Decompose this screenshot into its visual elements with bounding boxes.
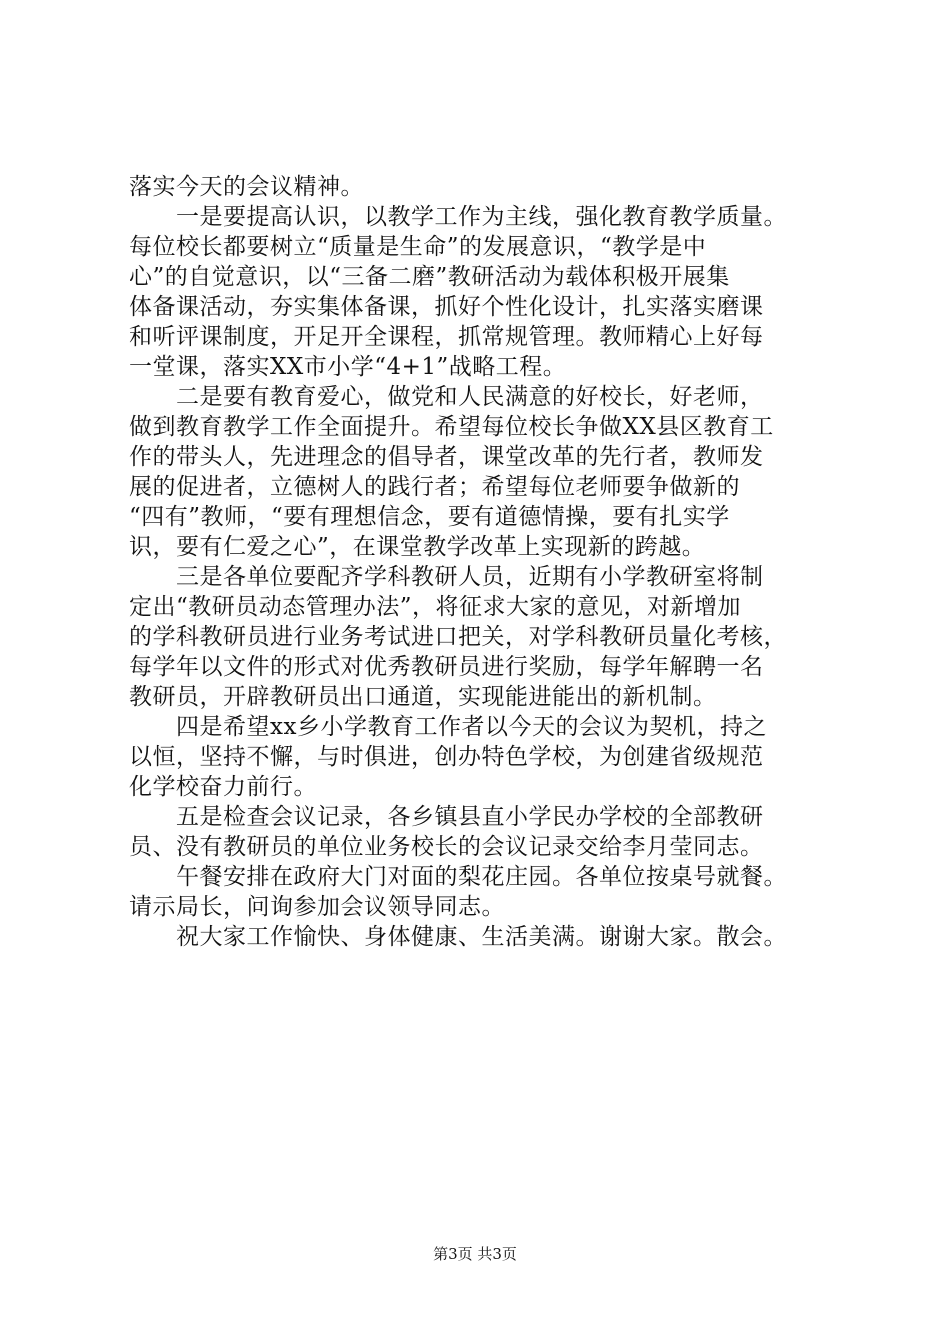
- text-line: 午餐安排在政府大门对面的梨花庄园。各单位按桌号就餐。: [129, 864, 787, 890]
- text-line: 每位校长都要树立“质量是生命”的发展意识，“教学是中: [129, 234, 707, 260]
- text-line: 识，要有仁爱之心”，在课堂教学改革上实现新的跨越。: [129, 534, 706, 560]
- text-line: 定出“教研员动态管理办法”，将征求大家的意见，对新增加: [129, 594, 742, 620]
- text-line: “四有”教师，“要有理想信念，要有道德情操，要有扎实学: [129, 504, 730, 530]
- text-line: 体备课活动，夯实集体备课，抓好个性化设计，扎实落实磨课: [129, 294, 764, 320]
- text-line: 教研员，开辟教研员出口通道，实现能进能出的新机制。: [129, 684, 717, 710]
- text-line: 一是要提高认识，以教学工作为主线，强化教育教学质量。: [129, 204, 787, 230]
- text-line: 的学科教研员进行业务考试进口把关，对学科教研员量化考核，: [129, 624, 787, 650]
- text-line: 员、没有教研员的单位业务校长的会议记录交给李月莹同志。: [129, 834, 764, 860]
- text-line: 一堂课，落实XX市小学“4+1”战略工程。: [129, 354, 567, 380]
- text-line: 五是检查会议记录，各乡镇县直小学民办学校的全部教研: [129, 804, 764, 830]
- text-line: 祝大家工作愉快、身体健康、生活美满。谢谢大家。散会。: [129, 924, 787, 950]
- text-line: 展的促进者，立德树人的践行者；希望每位老师要争做新的: [129, 474, 740, 500]
- text-line: 做到教育教学工作全面提升。希望每位校长争做XX县区教育工: [129, 414, 774, 440]
- text-line: 和听评课制度，开足开全课程，抓常规管理。教师精心上好每: [129, 324, 764, 350]
- text-line: 三是各单位要配齐学科教研人员，近期有小学教研室将制: [129, 564, 764, 590]
- text-line: 落实今天的会议精神。: [129, 174, 364, 200]
- text-line: 请示局长，问询参加会议领导同志。: [129, 894, 505, 920]
- page-number-label: 第3页 共3页: [433, 1245, 517, 1263]
- text-line: 化学校奋力前行。: [129, 774, 317, 800]
- text-line: 每学年以文件的形式对优秀教研员进行奖励，每学年解聘一名: [129, 654, 764, 680]
- document-body: [129, 172, 849, 952]
- text-line: 四是希望xx乡小学教育工作者以今天的会议为契机，持之: [129, 714, 767, 740]
- text-line: 作的带头人，先进理念的倡导者，课堂改革的先行者，教师发: [129, 444, 764, 470]
- text-line: 以恒，坚持不懈，与时俱进，创办特色学校，为创建省级规范: [129, 744, 764, 770]
- text-line: 二是要有教育爱心，做党和人民满意的好校长，好老师，: [129, 384, 764, 410]
- page-footer: [0, 1244, 950, 1264]
- text-line: 心”的自觉意识，以“三备二磨”教研活动为载体积极开展集: [129, 264, 730, 290]
